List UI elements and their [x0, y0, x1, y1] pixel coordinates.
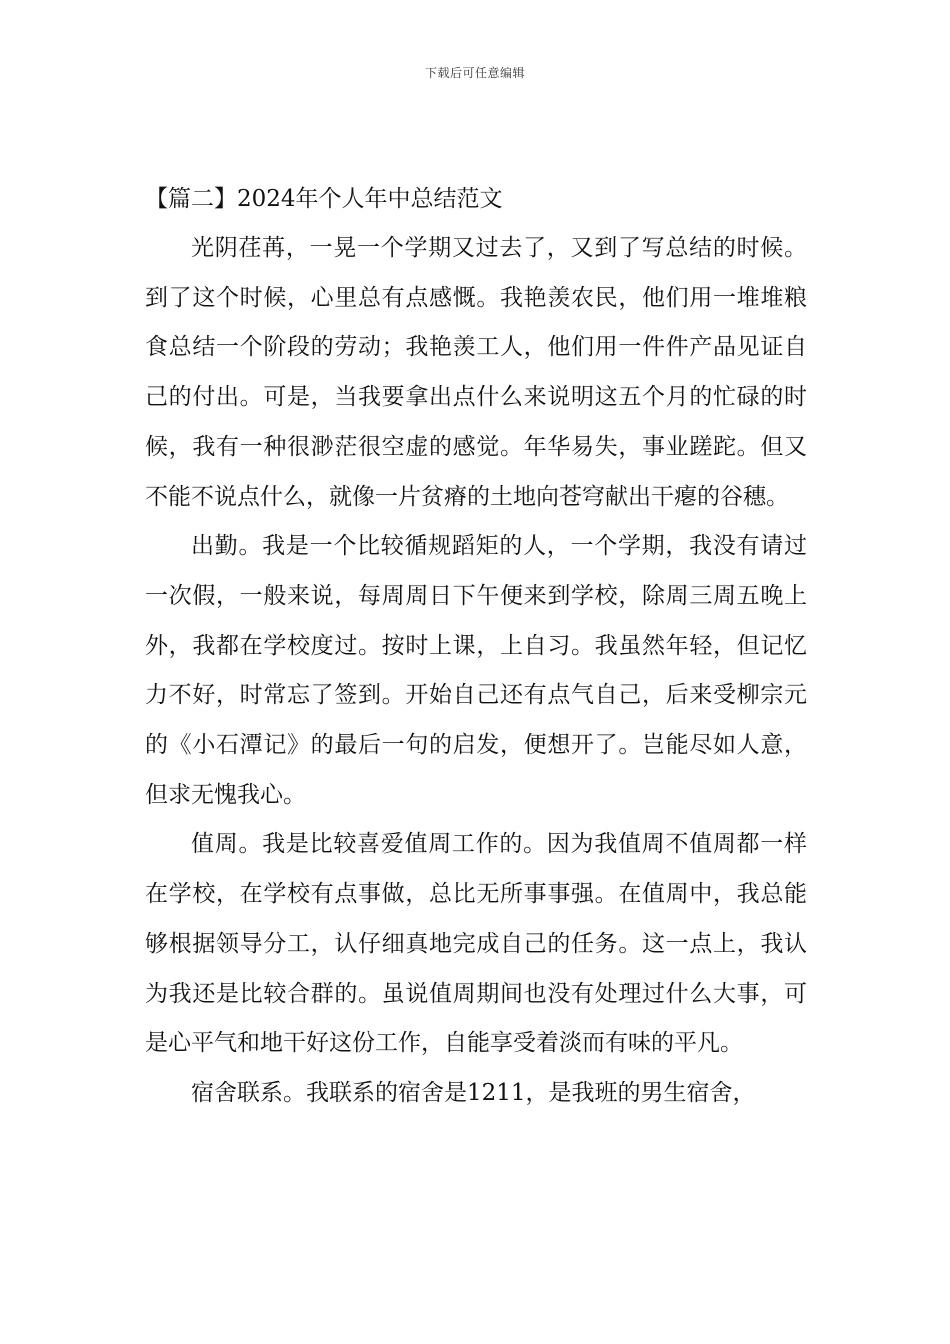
paragraph-duty-week: 值周。我是比较喜爱值周工作的。因为我值周不值周都一样在学校，在学校有点事做，总比无所事事强。在值周中，我总能够根据领导分工，认仔细真地完成自己的任务。这一点上，我认为我还是比较合群的。虽说值周期间也没有处理过什么大事，可是心平气和地干好这份工作，自能享受着淡而有味的平凡。 — [145, 831, 807, 1057]
paragraph-attendance: 出勤。我是一个比较循规蹈矩的人，一个学期，我没有请过一次假，一般来说，每周周日下午便来到学校，除周三周五晚上外，我都在学校度过。按时上课，上自习。我虽然年轻，但记忆力不好，时常忘了签到。开始自己还有点气自己，后来受柳宗元的《小石潭记》的最后一句的启发，便想开了。岂能尽如人意，但求无愧我心。 — [145, 533, 807, 808]
document-title: 【篇二】2024年个人年中总结范文 — [145, 186, 503, 212]
page-header-note: 下载后可任意编辑 — [424, 66, 525, 80]
paragraph-dormitory: 宿舍联系。我联系的宿舍是1211，是我班的男生宿舍， — [191, 1079, 756, 1106]
document-body — [145, 224, 807, 1119]
paragraph-intro: 光阴荏苒，一晃一个学期又过去了，又到了写总结的时候。到了这个时候，心里总有点感慨。我艳羡农民，他们用一堆堆粮食总结一个阶段的劳动；我艳羡工人，他们用一件件产品见证自己的付出。可是，当我要拿出点什么来说明这五个月的忙碌的时候，我有一种很渺茫很空虚的感觉。年华易失，事业蹉跎。但又不能不说点什么，就像一片贫瘠的土地向苍穹献出干瘪的谷穗。 — [145, 235, 807, 510]
